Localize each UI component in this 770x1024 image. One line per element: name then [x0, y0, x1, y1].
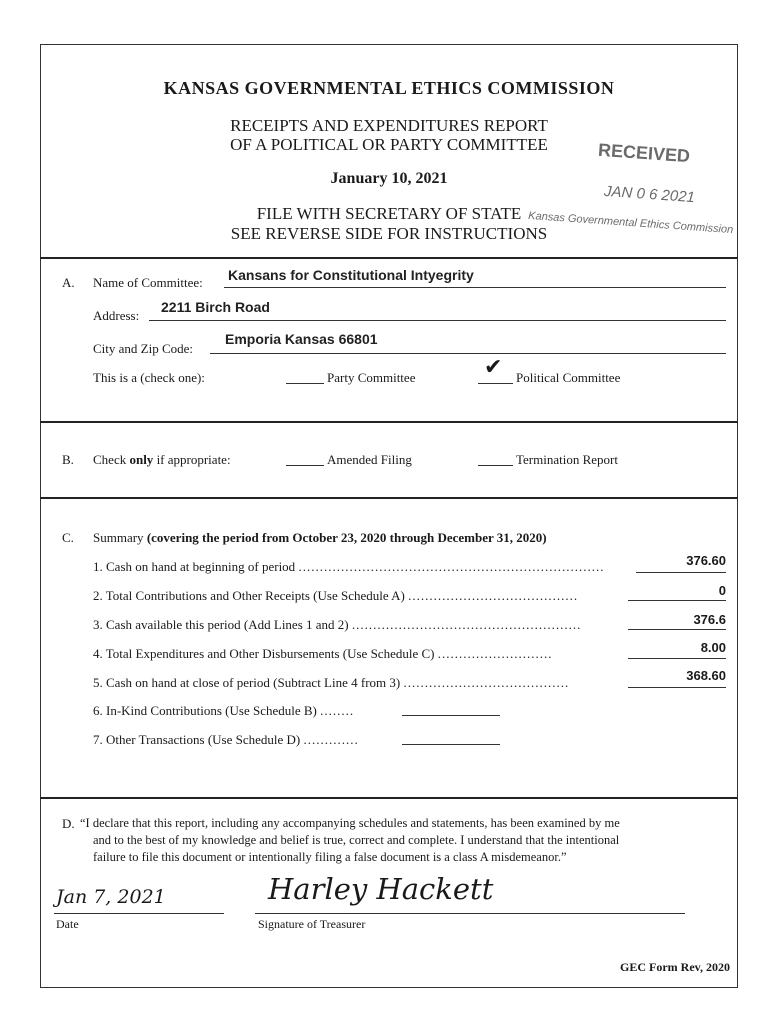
summary-underline-4 — [628, 658, 726, 659]
address-value[interactable]: 2211 Birch Road — [161, 299, 270, 315]
committee-name-value[interactable]: Kansans for Constitutional Intyegrity — [228, 267, 474, 283]
city-zip-label: City and Zip Code: — [93, 341, 194, 356]
date-label: Date — [56, 917, 79, 931]
signature-label: Signature of Treasurer — [258, 917, 366, 931]
termination-check-blank[interactable] — [478, 465, 513, 466]
summary-line-7: 7. Other Transactions (Use Schedule D) ............. — [93, 732, 359, 747]
address-underline — [149, 320, 726, 321]
section-d-letter: D. — [62, 816, 75, 831]
signature-underline — [255, 913, 685, 914]
committee-name-underline — [224, 287, 726, 288]
summary-line-5: 5. Cash on hand at close of period (Subtract Line 4 from 3) ....................................... — [93, 675, 570, 690]
summary-value-3[interactable]: 376.6 — [693, 612, 726, 627]
treasurer-signature[interactable]: Harley Hackett — [268, 872, 494, 906]
summary-heading: Summary (covering the period from October 23, 2020 through December 31, 2020) — [93, 530, 547, 545]
section-b-letter: B. — [62, 452, 74, 467]
received-stamp-date: JAN 0 6 2021 — [603, 182, 696, 207]
summary-line-6: 6. In-Kind Contributions (Use Schedule B) ........ — [93, 703, 355, 718]
section-a-letter: A. — [62, 275, 75, 290]
form-revision: GEC Form Rev, 2020 — [620, 960, 730, 974]
summary-underline-3 — [628, 629, 726, 630]
reverse-instruction: SEE REVERSE SIDE FOR INSTRUCTIONS — [230, 224, 548, 243]
received-stamp-agency: Kansas Governmental Ethics Commission — [527, 209, 734, 237]
city-zip-underline — [210, 353, 726, 354]
committee-type-label: This is a (check one): — [93, 370, 205, 385]
received-stamp: RECEIVED — [597, 139, 691, 167]
termination-report-option: Termination Report — [516, 452, 618, 467]
summary-underline-5 — [628, 687, 726, 688]
section-divider — [40, 497, 738, 499]
summary-value-5[interactable]: 368.60 — [686, 668, 726, 683]
summary-line-2: 2. Total Contributions and Other Receipts (Use Schedule A) ........................................ — [93, 588, 579, 603]
city-zip-value[interactable]: Emporia Kansas 66801 — [225, 331, 378, 347]
declaration-line-2: and to the best of my knowledge and belief is true, correct and complete. I understand that the intentional — [93, 833, 620, 847]
amended-check-blank[interactable] — [286, 465, 324, 466]
party-check-blank[interactable] — [286, 383, 324, 384]
amended-filing-option: Amended Filing — [327, 452, 412, 467]
summary-value-2[interactable]: 0 — [718, 583, 726, 598]
report-title-line2: OF A POLITICAL OR PARTY COMMITTEE — [230, 135, 548, 154]
report-date: January 10, 2021 — [330, 170, 448, 187]
summary-blank-7[interactable] — [402, 744, 500, 745]
summary-underline-2 — [628, 600, 726, 601]
date-underline — [54, 913, 224, 914]
committee-name-label: Name of Committee: — [93, 275, 203, 290]
report-title-line1: RECEIPTS AND EXPENDITURES REPORT — [230, 116, 548, 135]
summary-value-4[interactable]: 8.00 — [700, 640, 726, 655]
address-label: Address: — [93, 308, 140, 323]
date-handwritten[interactable]: Jan 7, 2021 — [56, 886, 166, 908]
party-committee-option: Party Committee — [327, 370, 416, 385]
political-committee-option: Political Committee — [516, 370, 621, 385]
summary-line-1: 1. Cash on hand at beginning of period ........................................................................ — [93, 559, 605, 574]
section-divider — [40, 257, 738, 259]
political-check-blank[interactable] — [478, 383, 513, 384]
checkmark-icon: ✔ — [484, 355, 503, 380]
commission-title: KANSAS GOVERNMENTAL ETHICS COMMISSION — [163, 78, 615, 98]
declaration-line-3: failure to file this document or intentionally filing a false document is a class A misdemeanor.” — [93, 850, 567, 864]
summary-underline-1 — [636, 572, 726, 573]
summary-value-1[interactable]: 376.60 — [686, 553, 726, 568]
section-divider — [40, 421, 738, 423]
summary-line-4: 4. Total Expenditures and Other Disbursements (Use Schedule C) ........................... — [93, 646, 553, 661]
summary-blank-6[interactable] — [402, 715, 500, 716]
file-instruction: FILE WITH SECRETARY OF STATE — [256, 204, 522, 223]
summary-line-3: 3. Cash available this period (Add Lines 1 and 2) ...................................................... — [93, 617, 582, 632]
declaration-line-1: “I declare that this report, including any accompanying schedules and statements, has been examined by me — [80, 816, 620, 830]
section-divider — [40, 797, 738, 799]
filing-type-label: Check only if appropriate: — [93, 452, 231, 467]
section-c-letter: C. — [62, 530, 74, 545]
